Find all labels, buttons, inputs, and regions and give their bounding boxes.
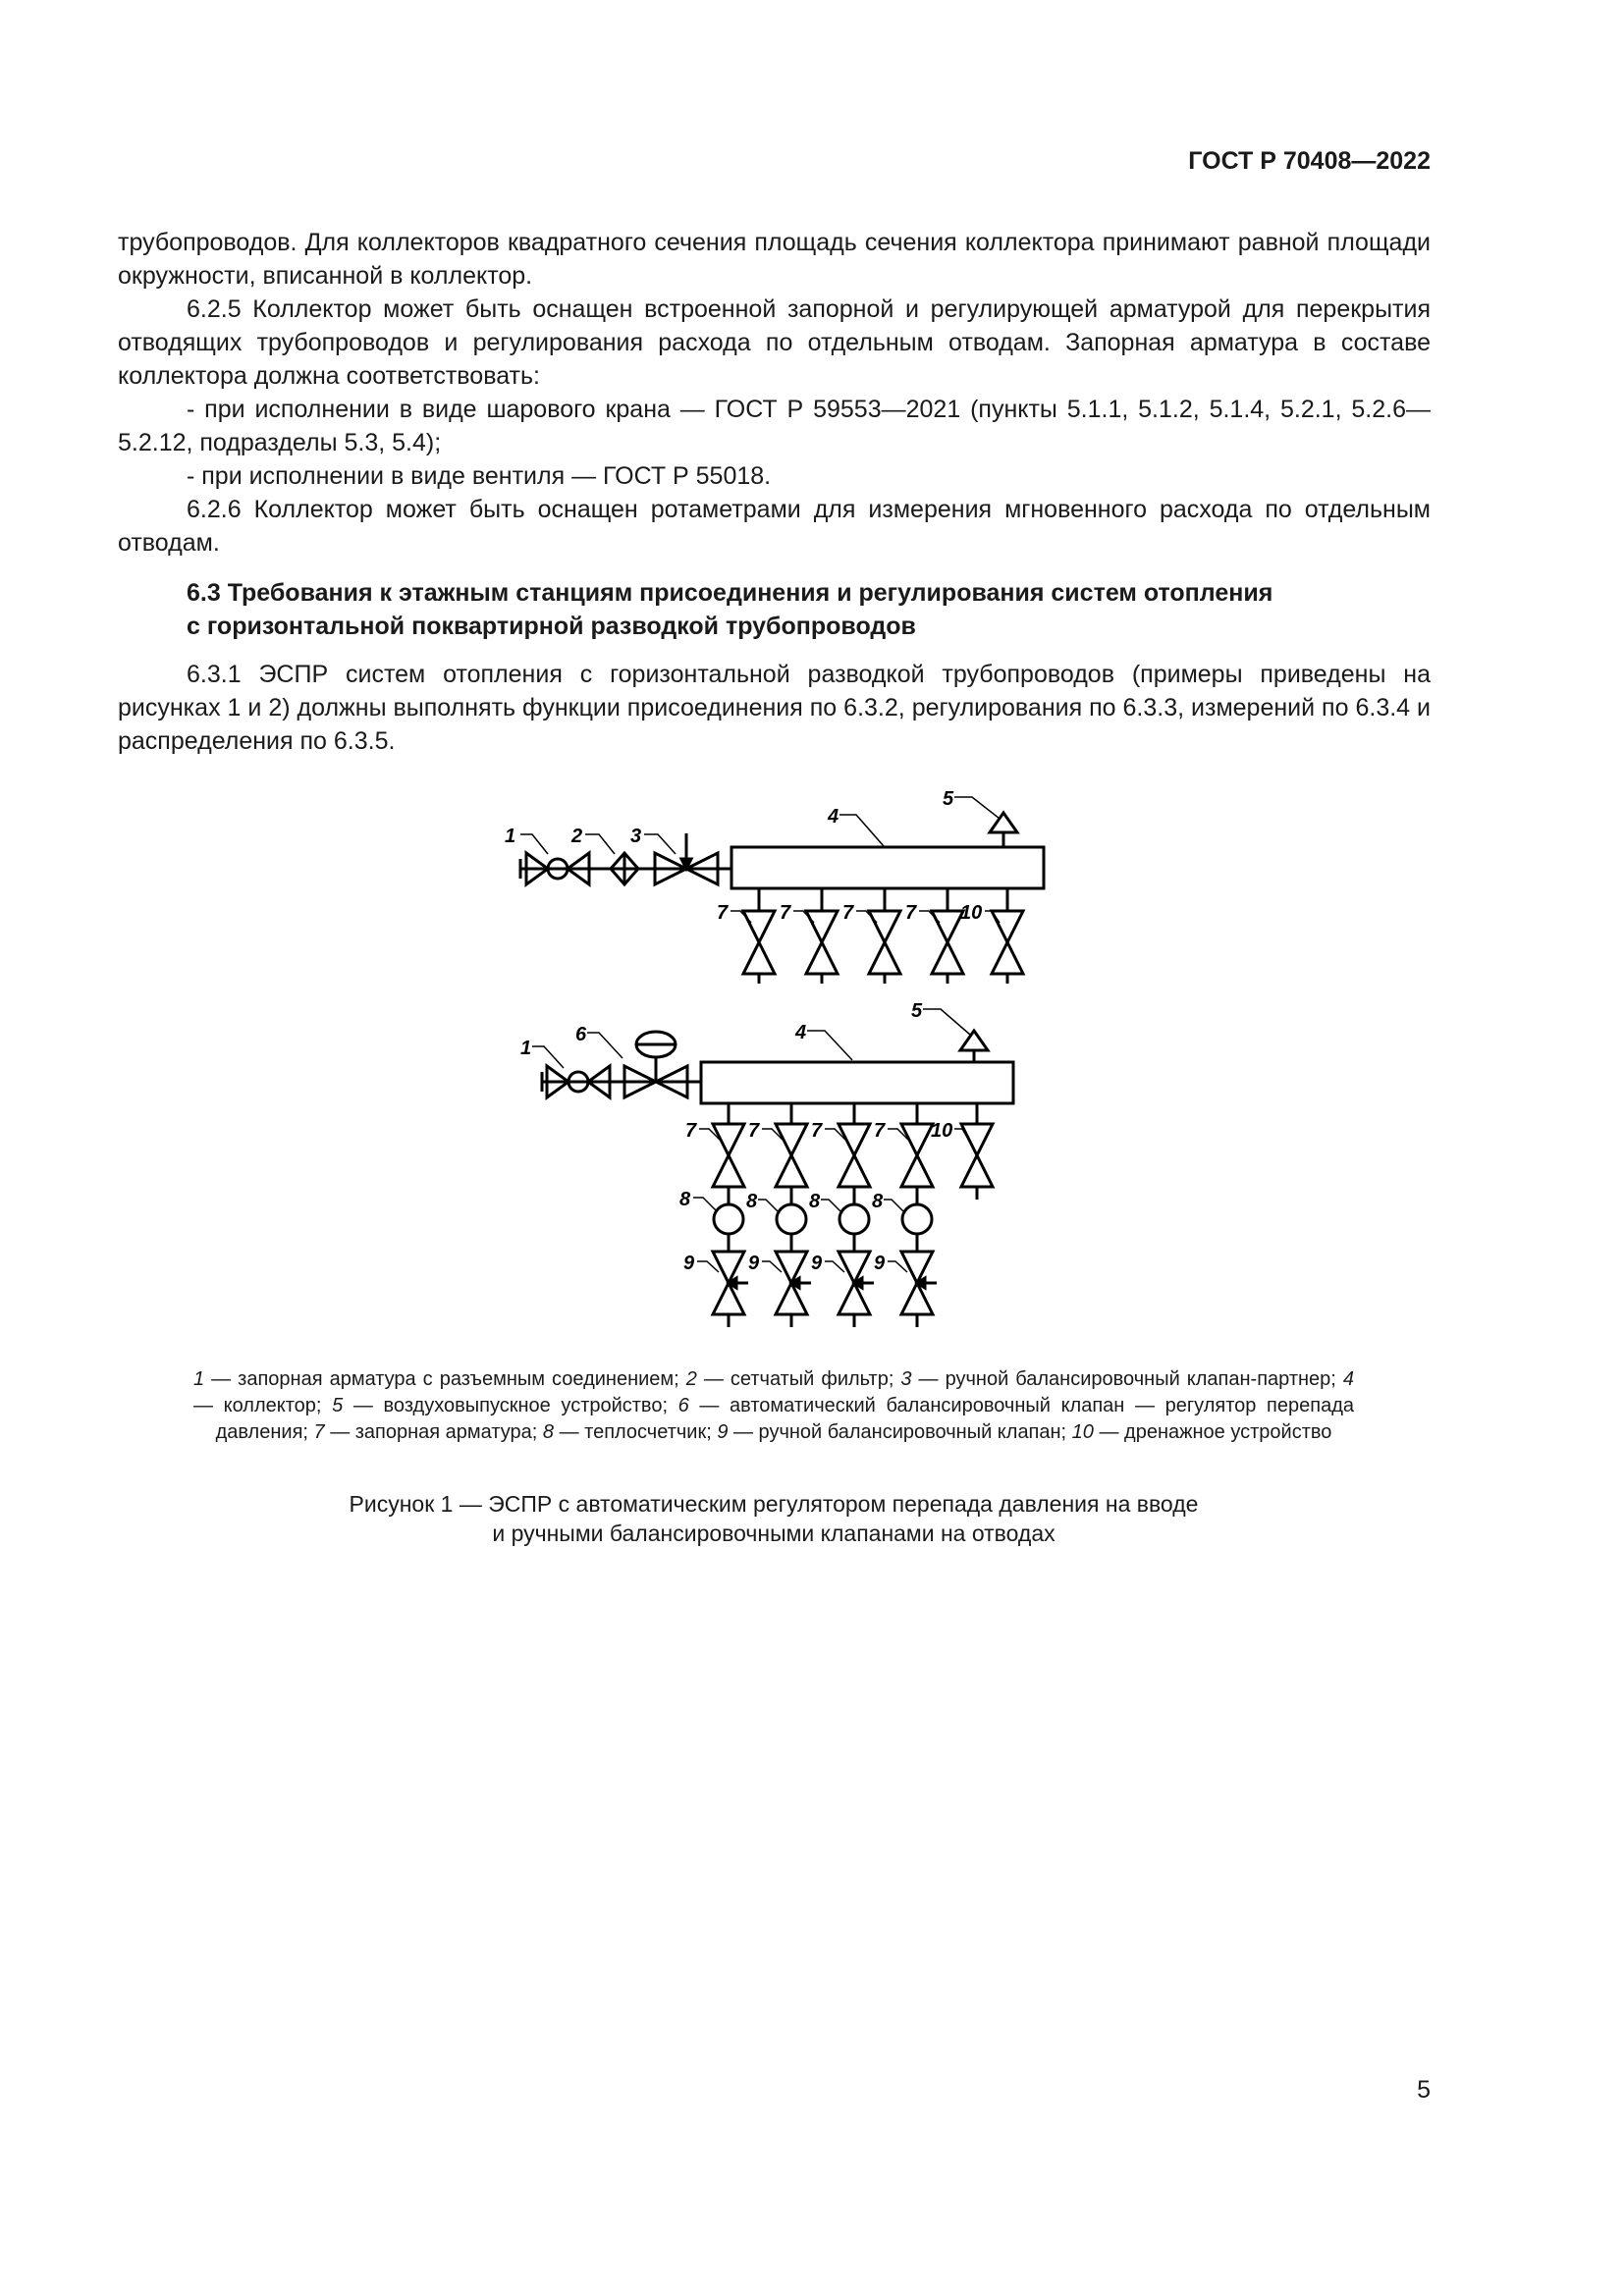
shutoff-valve-7d (932, 888, 963, 984)
air-vent-5 (990, 813, 1017, 847)
caption-line: Рисунок 1 — ЭСПР с автоматическим регулятором перепада давления на вводе (349, 1491, 1199, 1517)
legend-description: — коллектор; (193, 1395, 333, 1416)
label: 7 (780, 902, 791, 924)
shutoff-valve-7a (743, 888, 775, 984)
drain-valve-10 (961, 1103, 993, 1200)
legend-number: 3 (900, 1368, 912, 1390)
label: 5 (911, 1000, 923, 1022)
label: 8 (872, 1191, 884, 1212)
collector-4 (701, 1062, 1013, 1103)
caption-line: и ручными балансировочными клапанами на отводах (492, 1521, 1056, 1546)
legend-number: 10 (1071, 1421, 1094, 1443)
label: 1 (520, 1038, 532, 1059)
label: 8 (746, 1191, 758, 1212)
label: 7 (811, 1120, 823, 1142)
section-heading-line: с горизонтальной поквартирной разводкой трубопроводов (187, 613, 916, 640)
label: 9 (874, 1253, 886, 1274)
shutoff-valve-7b (806, 888, 838, 984)
figure-schematic (491, 775, 1080, 1335)
figure-caption (193, 1489, 1354, 1548)
legend-description: — запорная арматура; (324, 1421, 543, 1443)
paragraph: трубопроводов. Для коллекторов квадратного сечения площадь сечения коллектора принимают равной площади окружности, вписанной в коллектор. (118, 229, 1431, 290)
label: 6 (575, 1024, 587, 1045)
label: 4 (795, 1022, 807, 1043)
differential-pressure-valve-6 (624, 1032, 687, 1097)
label: 7 (842, 902, 854, 924)
label: 2 (571, 826, 583, 847)
paragraph: - при исполнении в виде шарового крана — ГОСТ Р 59553—2021 (пункты 5.1.1, 5.1.2, 5.1.4, 5.2.1, 5.2.6—5.2.12, подразделы 5.3, 5.4); (118, 396, 1431, 456)
legend-number: 6 (677, 1395, 689, 1416)
legend-description: — ручной балансировочный клапан; (728, 1421, 1072, 1443)
bottom-schematic (532, 1009, 1013, 1327)
label: 9 (683, 1253, 695, 1274)
legend-number: 2 (685, 1368, 697, 1390)
paragraph: 6.2.6 Коллектор может быть оснащен ротаметрами для измерения мгновенного расхода по отдельным отводам. (118, 496, 1431, 557)
label: 7 (717, 902, 729, 924)
label: 8 (809, 1191, 821, 1212)
legend-number: 5 (332, 1395, 344, 1416)
legend-number: 4 (1342, 1368, 1354, 1390)
legend-number: 7 (313, 1421, 325, 1443)
legend-description: — теплосчетчик; (554, 1421, 718, 1443)
paragraph: - при исполнении в виде вентиля — ГОСТ Р 55018. (187, 462, 772, 490)
shutoff-valve-7c (869, 888, 900, 984)
legend-description: — воздуховыпускное устройство; (343, 1395, 678, 1416)
figure-legend (193, 1366, 1354, 1446)
body-text-section (118, 658, 1431, 758)
section-heading (187, 576, 1431, 643)
page-number: 5 (1417, 2076, 1431, 2104)
label: 3 (630, 826, 642, 847)
legend-number: 8 (542, 1421, 555, 1443)
section-heading-line: 6.3 Требования к этажным станциям присоединения и регулирования систем отопления (187, 579, 1273, 607)
legend-description: — автоматический балансировочный клапан — регулятор перепада давления; (215, 1395, 1354, 1443)
branch-a (713, 1103, 748, 1327)
branch-b (776, 1103, 811, 1327)
label: 7 (905, 902, 917, 924)
legend-description: — ручной балансировочный клапан-партнер; (911, 1368, 1343, 1390)
legend-description: — запорная арматура с разъемным соединением; (204, 1368, 686, 1390)
air-vent-5 (960, 1031, 988, 1062)
label: 7 (748, 1120, 760, 1142)
legend-description: — сетчатый фильтр; (696, 1368, 901, 1390)
label: 1 (505, 826, 516, 847)
paragraph: 6.3.1 ЭСПР систем отопления с горизонтальной разводкой трубопроводов (примеры приведены на рисунках 1 и 2) должны выполнять функции присоединения по 6.3.2, регулирования по 6.3.3, измерений по 6.3.4 и распределения по 6.3.5. (118, 661, 1431, 755)
label: 10 (931, 1120, 953, 1142)
drain-valve-10 (992, 888, 1023, 984)
label: 9 (748, 1253, 760, 1274)
legend-description: — дренажное устройство (1093, 1421, 1332, 1443)
legend-number: 1 (193, 1368, 205, 1390)
label: 7 (874, 1120, 886, 1142)
label: 8 (679, 1189, 691, 1210)
label: 7 (685, 1120, 697, 1142)
body-text-top (118, 226, 1431, 560)
collector-4 (731, 847, 1044, 888)
paragraph: 6.2.5 Коллектор может быть оснащен встроенной запорной и регулирующей арматурой для перекрытия отводящих трубопроводов и регулирования расхода по отдельным отводам. Запорная арматура в составе коллектора должна соответствовать: (118, 295, 1431, 390)
branch-c (839, 1103, 874, 1327)
legend-text (193, 1366, 1354, 1446)
label: 5 (943, 788, 954, 810)
label: 10 (960, 902, 983, 924)
top-schematic (520, 797, 1044, 984)
label: 4 (828, 806, 839, 828)
header-doc-code: ГОСТ Р 70408—2022 (1188, 147, 1431, 175)
legend-number: 9 (717, 1421, 729, 1443)
label: 9 (811, 1253, 823, 1274)
schematic-diagram (491, 775, 1080, 1335)
